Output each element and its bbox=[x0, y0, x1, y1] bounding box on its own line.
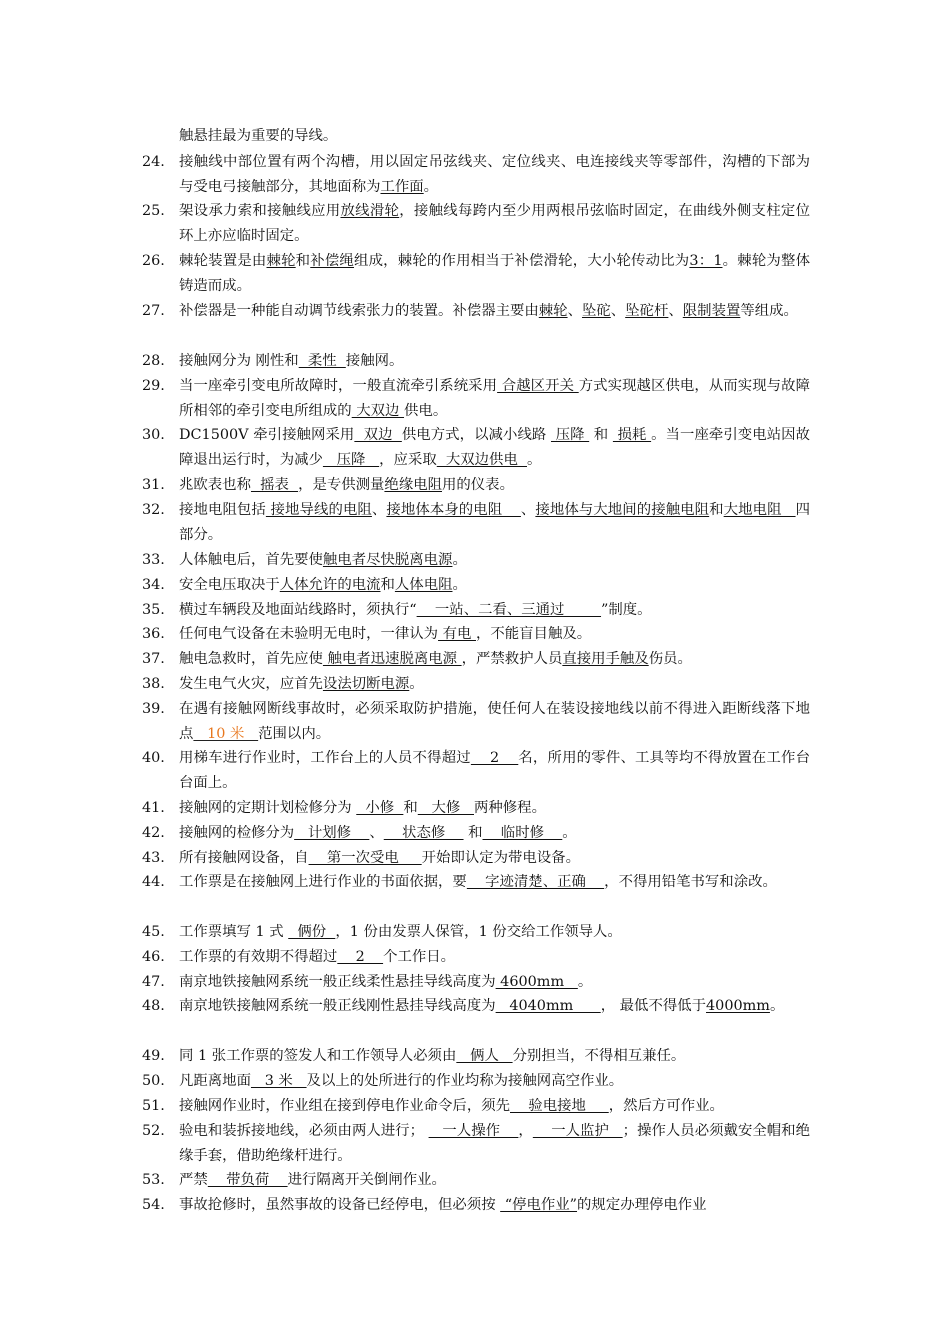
item-text bbox=[179, 970, 810, 995]
item-text bbox=[179, 498, 810, 547]
answer-blank: 小修 bbox=[356, 800, 404, 816]
text-run: 及以上的处所进行的作业均称为接触网高空作业。 bbox=[306, 1073, 624, 1089]
text-run: 。 bbox=[452, 552, 467, 568]
item-text bbox=[179, 598, 810, 623]
list-item bbox=[142, 796, 810, 821]
item-number: 36. bbox=[142, 626, 165, 642]
answer-blank: 4600mm bbox=[495, 974, 578, 990]
answer-blank: 放线滑轮 bbox=[340, 203, 400, 219]
answer-blank: 直接用手触及 bbox=[562, 651, 649, 667]
item-number: 45. bbox=[142, 924, 165, 940]
item-text bbox=[179, 573, 810, 598]
answer-blank: 10 米 bbox=[193, 725, 259, 742]
answer-blank: 一人监护 bbox=[532, 1123, 623, 1139]
text-run: 同 1 张工作票的签发人和工作领导人必须由 bbox=[179, 1048, 457, 1064]
answer-blank: 设法切断电源 bbox=[322, 676, 410, 692]
answer-blank: 接地导线的电阻 bbox=[265, 502, 372, 518]
text-run: 接触网。 bbox=[345, 353, 404, 369]
list-item bbox=[142, 672, 810, 697]
item-text bbox=[179, 124, 810, 149]
text-run: 供电方式，以减小线路 bbox=[401, 427, 551, 443]
list-item bbox=[142, 846, 810, 871]
answer-blank: 3：1 bbox=[689, 253, 723, 269]
answer-blank: 绝缘电阻 bbox=[384, 477, 442, 493]
answer-blank: 摇表 bbox=[250, 477, 299, 493]
list-item bbox=[142, 994, 810, 1019]
text-run: 。 bbox=[562, 825, 577, 841]
answer-blank: 一站、二看、三通过 bbox=[416, 602, 602, 618]
item-number: 26. bbox=[142, 253, 165, 269]
item-number: 51. bbox=[142, 1098, 165, 1114]
text-run: 方式实现越区供电，从而实现与故障所相邻的牵引变电所组成的 bbox=[179, 378, 810, 419]
answer-blank: 大双边供电 bbox=[436, 451, 527, 468]
text-run: 所有接触网设备，自 bbox=[179, 850, 309, 866]
text-run: 。 bbox=[527, 451, 542, 468]
answer-blank: 3 米 bbox=[250, 1073, 307, 1089]
text-run: 和 bbox=[463, 825, 483, 841]
list-item bbox=[142, 1193, 810, 1218]
answer-blank: 双边 bbox=[354, 427, 402, 443]
item-number: 50. bbox=[142, 1073, 165, 1089]
answer-blank: 临时修 bbox=[482, 825, 563, 841]
text-run: 和 bbox=[589, 427, 613, 443]
text-run: 工作票填写 1 式 bbox=[179, 924, 289, 940]
text-run: 等组成。 bbox=[740, 303, 798, 319]
item-text bbox=[179, 870, 810, 895]
text-run: ， 最低不得低于 bbox=[600, 998, 707, 1014]
text-run: 凡距离地面 bbox=[179, 1073, 251, 1089]
answer-blank: 计划修 bbox=[294, 825, 370, 841]
list-item bbox=[142, 548, 810, 573]
text-run: 南京地铁接触网系统一般正线柔性悬挂导线高度为 bbox=[179, 974, 496, 990]
text-run: 棘轮装置是由 bbox=[179, 253, 267, 269]
answer-blank: 大修 bbox=[417, 800, 474, 816]
text-run: 工作票是在接触网上进行作业的书面依据，要 bbox=[179, 874, 467, 890]
text-run: 、 bbox=[369, 825, 384, 841]
item-text bbox=[179, 846, 810, 871]
answer-blank: 触电者迅速脱离电源 bbox=[322, 651, 462, 667]
item-number: 31. bbox=[142, 477, 165, 493]
list-item bbox=[142, 598, 810, 623]
text-run: 用梯车进行作业时，工作台上的人员不得超过 bbox=[179, 750, 471, 766]
list-item bbox=[142, 299, 810, 324]
text-run: 接触网作业时，作业组在接到停电作业命令后，须先 bbox=[179, 1098, 510, 1114]
text-run: 进行隔离开关倒闸作业。 bbox=[287, 1172, 446, 1188]
item-number: 54. bbox=[142, 1197, 165, 1213]
item-text bbox=[179, 473, 810, 498]
text-run: 、 bbox=[668, 303, 683, 319]
answer-blank: 状态修 bbox=[383, 825, 464, 841]
text-run: 接地电阻包括 bbox=[179, 502, 266, 518]
list-item bbox=[142, 1044, 810, 1069]
answer-blank: 4040mm bbox=[495, 998, 601, 1014]
item-number: 39. bbox=[142, 701, 165, 717]
text-run: 的规定办理停电作业 bbox=[577, 1197, 707, 1213]
answer-blank: 棘轮 bbox=[266, 253, 296, 269]
item-text bbox=[179, 796, 810, 821]
text-run: 发生电气火灾，应首先 bbox=[179, 676, 323, 692]
answer-blank: 大双边 bbox=[351, 402, 405, 419]
text-run: 横过车辆段及地面站线路时，须执行“ bbox=[179, 602, 417, 618]
item-text bbox=[179, 423, 810, 472]
text-run: 接触网的定期计划检修分为 bbox=[179, 800, 357, 816]
list-item bbox=[142, 1119, 810, 1168]
item-text bbox=[179, 374, 810, 423]
text-run: 。 bbox=[769, 998, 785, 1014]
answer-blank: 接地体与大地间的接触电阻 bbox=[535, 502, 710, 518]
item-text bbox=[179, 249, 810, 298]
list-item bbox=[142, 473, 810, 498]
item-number: 32. bbox=[142, 502, 165, 518]
list-item bbox=[142, 1168, 810, 1193]
text-run: 和 bbox=[295, 253, 311, 269]
text-run: 用的仪表。 bbox=[442, 477, 514, 493]
text-run: 人体触电后，首先要使 bbox=[179, 552, 323, 568]
text-run: 。 bbox=[452, 577, 467, 593]
text-run: 接触网分为 刚性和 bbox=[179, 353, 299, 369]
list-item bbox=[142, 746, 810, 795]
list-item bbox=[142, 1069, 810, 1094]
text-run: 四部分。 bbox=[179, 502, 810, 543]
text-run: 验电和装拆接地线，必须由两人进行； bbox=[179, 1123, 429, 1139]
text-run: 严禁 bbox=[179, 1172, 208, 1188]
item-number: 42. bbox=[142, 825, 165, 841]
answer-blank: 俩份 bbox=[288, 924, 336, 940]
item-text bbox=[179, 1094, 810, 1119]
answer-blank: 字迹清楚、正确 bbox=[466, 874, 605, 890]
text-run: ，然后方可作业。 bbox=[608, 1098, 724, 1114]
text-run: 两种修程。 bbox=[474, 800, 546, 816]
item-number: 27. bbox=[142, 303, 165, 319]
item-text bbox=[179, 994, 810, 1019]
text-run: 在遇有接触网断线事故时，必须采取防护措施，使任何人在装设接地线以前不得进入距断线落下地点 bbox=[179, 701, 810, 742]
text-run: 、 bbox=[371, 502, 387, 518]
text-run: 和 bbox=[403, 800, 418, 816]
list-item bbox=[142, 970, 810, 995]
text-run: 架设承力索和接触线应用 bbox=[179, 203, 341, 219]
answer-blank: 棘轮 bbox=[538, 303, 568, 319]
answer-blank: 压降 bbox=[550, 427, 590, 443]
answer-blank: 人体电阻 bbox=[394, 577, 453, 593]
list-item bbox=[142, 647, 810, 672]
text-run: ，接触线每跨内至少用两根吊弦临时固定，在曲线外侧支柱定位环上亦应临时固定。 bbox=[179, 203, 810, 244]
answer-blank: “停电作业” bbox=[500, 1197, 578, 1213]
item-text bbox=[179, 1193, 810, 1218]
list-item bbox=[142, 920, 810, 945]
item-text bbox=[179, 920, 810, 945]
item-text bbox=[179, 647, 810, 672]
answer-blank: 2 bbox=[337, 949, 384, 965]
answer-blank: 2 bbox=[470, 750, 519, 766]
answer-blank: 坠砣 bbox=[581, 303, 611, 319]
answer-blank: 俩人 bbox=[456, 1048, 513, 1064]
item-text bbox=[179, 1069, 810, 1094]
text-run: 事故抢修时，虽然事故的设备已经停电，但必须按 bbox=[179, 1197, 501, 1213]
text-run: 和 bbox=[709, 502, 724, 518]
item-text bbox=[179, 548, 810, 573]
answer-blank: 工作面 bbox=[380, 178, 424, 195]
list-item bbox=[142, 374, 810, 423]
answer-blank: 第一次受电 bbox=[308, 850, 422, 866]
text-run: ；操作人员必须戴安全帽和绝缘手套，借助绝缘杆进行。 bbox=[179, 1123, 810, 1164]
answer-blank: 接地体本身的电阻 bbox=[386, 502, 521, 518]
answer-blank: 4000mm bbox=[706, 998, 770, 1014]
item-text bbox=[179, 1044, 810, 1069]
answer-blank: 合越区开关 bbox=[497, 378, 579, 394]
text-run: 开始即认定为带电设备。 bbox=[421, 850, 580, 866]
item-number: 43. bbox=[142, 850, 165, 866]
list-item bbox=[142, 945, 810, 970]
text-run: 组成，棘轮的作用相当于补偿滑轮，大小轮传动比为 bbox=[354, 253, 690, 269]
answer-blank: 验电接地 bbox=[510, 1098, 609, 1114]
answer-blank: 触电者尽快脱离电源 bbox=[322, 552, 453, 568]
text-run: 接触网的检修分为 bbox=[179, 825, 295, 841]
text-run: ，应采取 bbox=[379, 451, 437, 468]
text-run: ， bbox=[518, 1123, 533, 1139]
text-run: 。 bbox=[409, 676, 424, 692]
text-run: 安全电压取决于 bbox=[179, 577, 280, 593]
text-run: ，不能盲目触及。 bbox=[475, 626, 592, 642]
text-run: 伤员。 bbox=[648, 651, 692, 667]
list-item bbox=[142, 697, 810, 746]
list-item bbox=[142, 573, 810, 598]
item-number: 41. bbox=[142, 800, 165, 816]
text-run: 南京地铁接触网系统一般正线刚性悬挂导线高度为 bbox=[179, 998, 496, 1014]
text-run: 和 bbox=[380, 577, 395, 593]
text-run: 补偿器是一种能自动调节线索张力的装置。补偿器主要由 bbox=[179, 303, 539, 319]
answer-blank: 人体允许的电流 bbox=[279, 577, 381, 593]
item-text bbox=[179, 1168, 810, 1193]
text-run: 。 bbox=[423, 178, 439, 195]
item-number: 29. bbox=[142, 378, 165, 394]
list-item bbox=[142, 870, 810, 895]
item-number: 25. bbox=[142, 203, 165, 219]
item-text bbox=[179, 622, 810, 647]
answer-blank: 坠砣杆 bbox=[625, 303, 669, 319]
text-run: 、 bbox=[610, 303, 626, 319]
item-text bbox=[179, 150, 810, 199]
text-run: ，不得用铅笔书写和涂改。 bbox=[604, 874, 777, 890]
item-number: 44. bbox=[142, 874, 165, 890]
answer-blank: 损耗 bbox=[612, 427, 652, 443]
list-item bbox=[142, 622, 810, 647]
item-text bbox=[179, 697, 810, 746]
item-number: 24. bbox=[142, 154, 165, 170]
text-run: 分别担当，不得相互兼任。 bbox=[512, 1048, 686, 1064]
answer-blank: 带负荷 bbox=[207, 1172, 288, 1188]
item-text bbox=[179, 672, 810, 697]
text-run: 。 bbox=[577, 974, 593, 990]
list-item bbox=[142, 498, 810, 547]
answer-blank: 压降 bbox=[322, 451, 380, 468]
answer-blank: 有电 bbox=[438, 626, 476, 642]
text-run: DC1500V 牵引接触网采用 bbox=[179, 427, 355, 443]
text-run: 供电。 bbox=[404, 402, 448, 419]
answer-blank: 一人操作 bbox=[428, 1123, 519, 1139]
answer-blank: 大地电阻 bbox=[723, 502, 796, 518]
item-text bbox=[179, 746, 810, 795]
list-item bbox=[142, 349, 810, 374]
text-run: 任何电气设备在未验明无电时，一律认为 bbox=[179, 626, 439, 642]
text-run: 名，所用的零件、工具等均不得放置在工作台台面上。 bbox=[179, 750, 810, 791]
item-number: 33. bbox=[142, 552, 165, 568]
text-run: 、 bbox=[520, 502, 536, 518]
text-run: 个工作日。 bbox=[383, 949, 456, 965]
list-item bbox=[142, 150, 810, 199]
list-item bbox=[142, 821, 810, 846]
text-run: 接触线中部位置有两个沟槽，用以固定吊弦线夹、定位线夹、电连接线夹等零部件，沟槽的下部为与受电弓接触部分，其地面称为 bbox=[179, 154, 810, 195]
text-run: 。当一座牵引变电站因故障退出运行时，为减少 bbox=[179, 427, 811, 468]
text-run: 工作票的有效期不得超过 bbox=[179, 949, 338, 965]
item-text bbox=[179, 299, 810, 324]
item-number: 35. bbox=[142, 602, 165, 618]
answer-blank: 补偿绳 bbox=[310, 253, 355, 269]
item-number: 34. bbox=[142, 577, 165, 593]
list-item bbox=[142, 199, 810, 248]
item-text bbox=[179, 945, 810, 970]
text-run: 、 bbox=[567, 303, 582, 319]
item-number: 38. bbox=[142, 676, 165, 692]
list-item bbox=[142, 124, 810, 149]
item-number: 37. bbox=[142, 651, 165, 667]
item-number: 46. bbox=[142, 949, 165, 965]
answer-blank: 柔性 bbox=[298, 353, 346, 369]
item-text bbox=[179, 349, 810, 374]
text-run: ，是专供测量 bbox=[298, 477, 385, 493]
answer-blank: 限制装置 bbox=[682, 303, 741, 319]
item-number: 30. bbox=[142, 427, 165, 443]
item-number: 53. bbox=[142, 1172, 165, 1188]
text-run: ”制度。 bbox=[601, 602, 652, 618]
item-text bbox=[179, 1119, 810, 1168]
text-run: 触电急救时，首先应使 bbox=[179, 651, 323, 667]
text-run: ，1 份由发票人保管，1 份交给工作领导人。 bbox=[335, 924, 622, 940]
item-number: 52. bbox=[142, 1123, 165, 1139]
item-number: 40. bbox=[142, 750, 165, 766]
list-item bbox=[142, 249, 810, 298]
item-number: 28. bbox=[142, 353, 165, 369]
text-run: 兆欧表也称 bbox=[179, 477, 251, 493]
text-run: 。棘轮为整体铸造而成。 bbox=[179, 253, 810, 294]
item-number: 47. bbox=[142, 974, 165, 990]
text-run: 当一座牵引变电所故障时，一般直流牵引系统采用 bbox=[179, 378, 498, 394]
item-number: 49. bbox=[142, 1048, 165, 1064]
text-run: 范围以内。 bbox=[258, 725, 331, 742]
list-item bbox=[142, 1094, 810, 1119]
item-number: 48. bbox=[142, 998, 165, 1014]
item-text bbox=[179, 821, 810, 846]
text-run: ，严禁救护人员 bbox=[461, 651, 563, 667]
item-text bbox=[179, 199, 810, 248]
text-run: 触悬挂最为重要的导线。 bbox=[179, 128, 338, 144]
list-item bbox=[142, 423, 810, 472]
